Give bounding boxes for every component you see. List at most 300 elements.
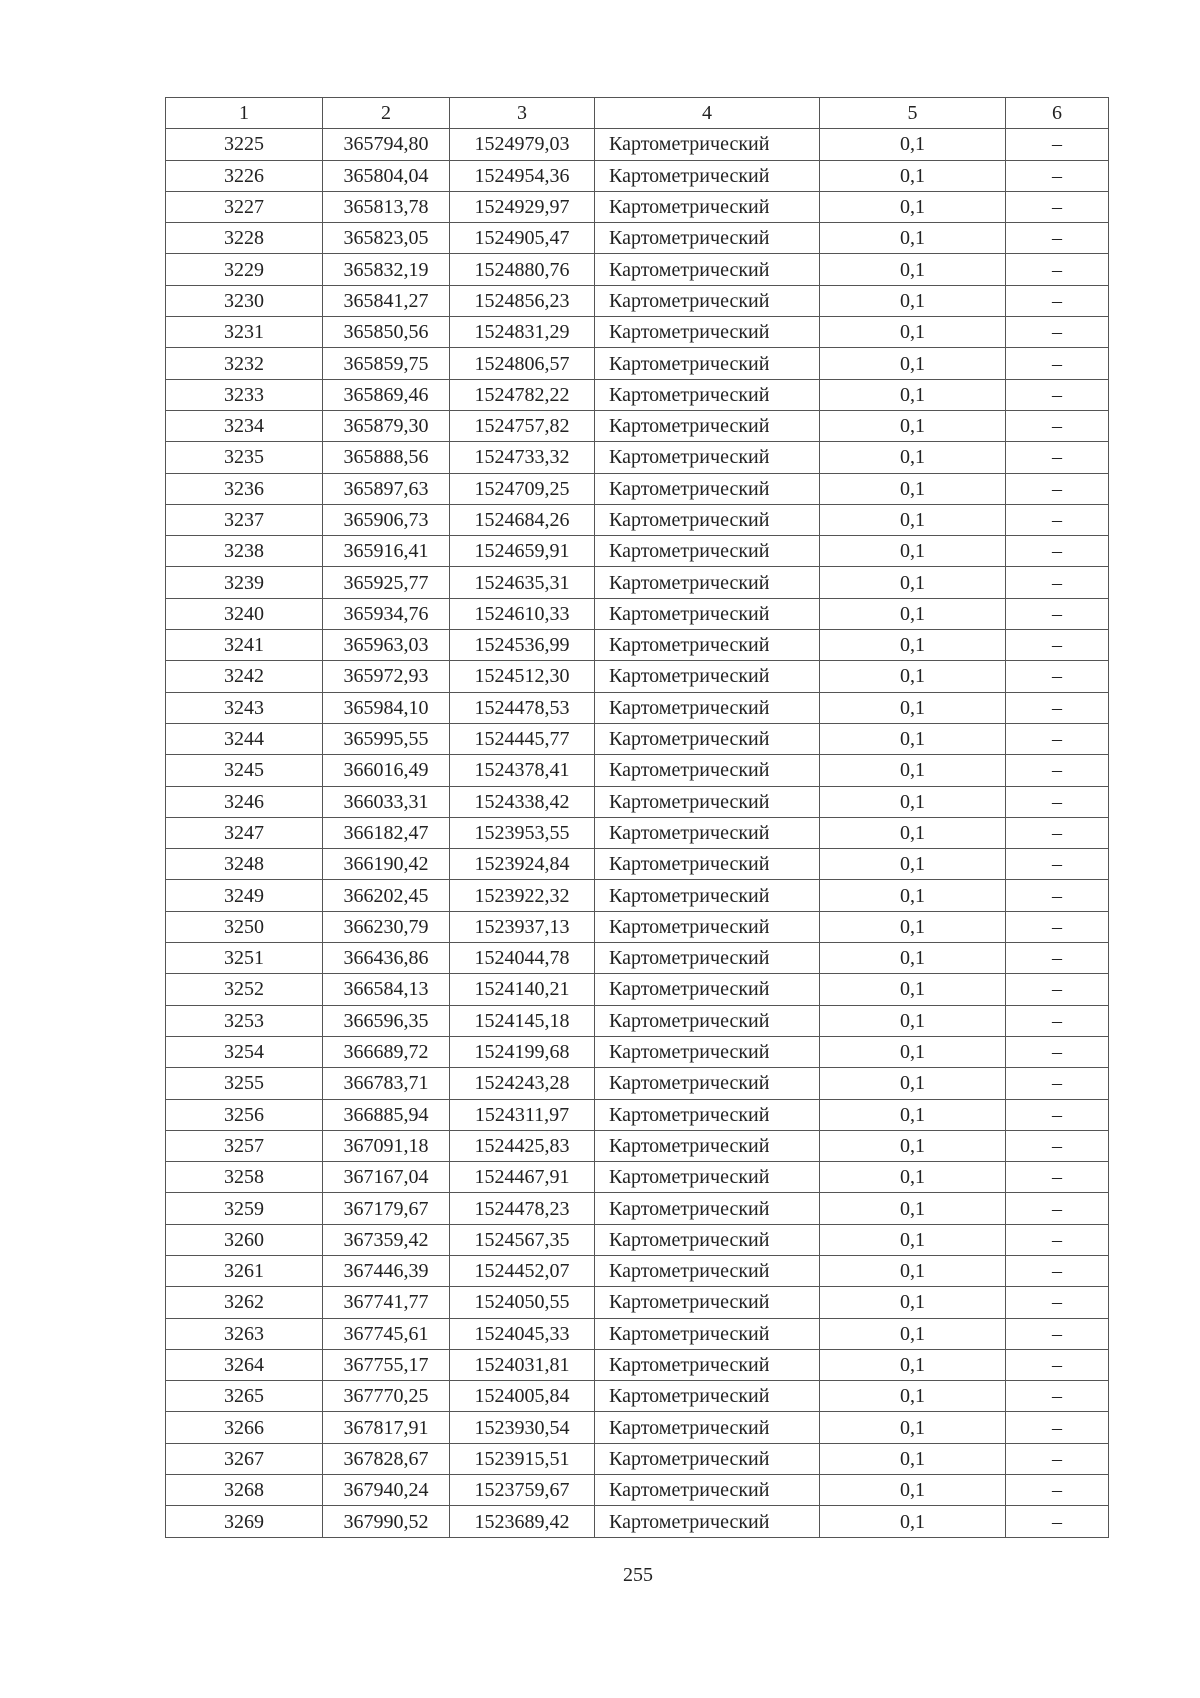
x-coordinate-cell: 366033,31: [323, 786, 450, 817]
point-number-cell: 3248: [166, 849, 323, 880]
table-row: [166, 1506, 1109, 1537]
point-number-cell: 3241: [166, 630, 323, 661]
note-cell: –: [1006, 598, 1109, 629]
method-cell: Картометрический: [595, 410, 820, 441]
method-cell: Картометрический: [595, 191, 820, 222]
accuracy-cell: 0,1: [820, 536, 1006, 567]
table-body: [166, 129, 1109, 1537]
table-row: [166, 129, 1109, 160]
method-cell: Картометрический: [595, 473, 820, 504]
note-cell: –: [1006, 1475, 1109, 1506]
y-coordinate-cell: 1524806,57: [450, 348, 595, 379]
point-number-cell: 3259: [166, 1193, 323, 1224]
accuracy-cell: 0,1: [820, 849, 1006, 880]
y-coordinate-cell: 1524199,68: [450, 1036, 595, 1067]
method-cell: Картометрический: [595, 786, 820, 817]
note-cell: –: [1006, 1443, 1109, 1474]
note-cell: –: [1006, 1068, 1109, 1099]
table-row: [166, 755, 1109, 786]
table-row: [166, 379, 1109, 410]
table-row: [166, 817, 1109, 848]
x-coordinate-cell: 365804,04: [323, 160, 450, 191]
point-number-cell: 3260: [166, 1224, 323, 1255]
note-cell: –: [1006, 1349, 1109, 1380]
note-cell: –: [1006, 723, 1109, 754]
accuracy-cell: 0,1: [820, 160, 1006, 191]
note-cell: –: [1006, 1162, 1109, 1193]
accuracy-cell: 0,1: [820, 1224, 1006, 1255]
y-coordinate-cell: 1524757,82: [450, 410, 595, 441]
point-number-cell: 3245: [166, 755, 323, 786]
point-number-cell: 3244: [166, 723, 323, 754]
y-coordinate-cell: 1523937,13: [450, 911, 595, 942]
table-header-row: [166, 98, 1109, 129]
note-cell: –: [1006, 129, 1109, 160]
x-coordinate-cell: 365995,55: [323, 723, 450, 754]
point-number-cell: 3226: [166, 160, 323, 191]
point-number-cell: 3235: [166, 442, 323, 473]
note-cell: –: [1006, 1255, 1109, 1286]
method-cell: Картометрический: [595, 1318, 820, 1349]
note-cell: –: [1006, 974, 1109, 1005]
coordinates-table: [165, 97, 1109, 1538]
note-cell: –: [1006, 911, 1109, 942]
accuracy-cell: 0,1: [820, 1068, 1006, 1099]
y-coordinate-cell: 1524610,33: [450, 598, 595, 629]
accuracy-cell: 0,1: [820, 817, 1006, 848]
method-cell: Картометрический: [595, 911, 820, 942]
y-coordinate-cell: 1524005,84: [450, 1381, 595, 1412]
table-row: [166, 1036, 1109, 1067]
column-header: 2: [323, 98, 450, 129]
accuracy-cell: 0,1: [820, 567, 1006, 598]
note-cell: –: [1006, 692, 1109, 723]
accuracy-cell: 0,1: [820, 191, 1006, 222]
table-row: [166, 1287, 1109, 1318]
x-coordinate-cell: 367817,91: [323, 1412, 450, 1443]
note-cell: –: [1006, 630, 1109, 661]
accuracy-cell: 0,1: [820, 254, 1006, 285]
note-cell: –: [1006, 191, 1109, 222]
note-cell: –: [1006, 567, 1109, 598]
accuracy-cell: 0,1: [820, 473, 1006, 504]
method-cell: Картометрический: [595, 504, 820, 535]
accuracy-cell: 0,1: [820, 692, 1006, 723]
x-coordinate-cell: 365859,75: [323, 348, 450, 379]
point-number-cell: 3256: [166, 1099, 323, 1130]
table-row: [166, 786, 1109, 817]
method-cell: Картометрический: [595, 254, 820, 285]
table-row: [166, 1068, 1109, 1099]
x-coordinate-cell: 366783,71: [323, 1068, 450, 1099]
y-coordinate-cell: 1524243,28: [450, 1068, 595, 1099]
point-number-cell: 3230: [166, 285, 323, 316]
note-cell: –: [1006, 442, 1109, 473]
y-coordinate-cell: 1524378,41: [450, 755, 595, 786]
method-cell: Картометрический: [595, 598, 820, 629]
y-coordinate-cell: 1524478,23: [450, 1193, 595, 1224]
point-number-cell: 3265: [166, 1381, 323, 1412]
point-number-cell: 3236: [166, 473, 323, 504]
table-row: [166, 1381, 1109, 1412]
table-row: [166, 348, 1109, 379]
accuracy-cell: 0,1: [820, 1287, 1006, 1318]
method-cell: Картометрический: [595, 348, 820, 379]
point-number-cell: 3225: [166, 129, 323, 160]
x-coordinate-cell: 366584,13: [323, 974, 450, 1005]
table-row: [166, 1475, 1109, 1506]
note-cell: –: [1006, 755, 1109, 786]
x-coordinate-cell: 366202,45: [323, 880, 450, 911]
point-number-cell: 3263: [166, 1318, 323, 1349]
point-number-cell: 3238: [166, 536, 323, 567]
y-coordinate-cell: 1524338,42: [450, 786, 595, 817]
x-coordinate-cell: 365916,41: [323, 536, 450, 567]
method-cell: Картометрический: [595, 317, 820, 348]
table-row: [166, 317, 1109, 348]
method-cell: Картометрический: [595, 1005, 820, 1036]
table-row: [166, 1162, 1109, 1193]
y-coordinate-cell: 1524880,76: [450, 254, 595, 285]
point-number-cell: 3231: [166, 317, 323, 348]
accuracy-cell: 0,1: [820, 129, 1006, 160]
method-cell: Картометрический: [595, 129, 820, 160]
y-coordinate-cell: 1524425,83: [450, 1130, 595, 1161]
table-row: [166, 1349, 1109, 1380]
method-cell: Картометрический: [595, 661, 820, 692]
y-coordinate-cell: 1524044,78: [450, 943, 595, 974]
accuracy-cell: 0,1: [820, 317, 1006, 348]
x-coordinate-cell: 367745,61: [323, 1318, 450, 1349]
accuracy-cell: 0,1: [820, 1349, 1006, 1380]
x-coordinate-cell: 366190,42: [323, 849, 450, 880]
note-cell: –: [1006, 254, 1109, 285]
column-header: 6: [1006, 98, 1109, 129]
note-cell: –: [1006, 536, 1109, 567]
method-cell: Картометрический: [595, 943, 820, 974]
method-cell: Картометрический: [595, 567, 820, 598]
x-coordinate-cell: 366596,35: [323, 1005, 450, 1036]
method-cell: Картометрический: [595, 1255, 820, 1286]
note-cell: –: [1006, 223, 1109, 254]
table-row: [166, 974, 1109, 1005]
method-cell: Картометрический: [595, 1443, 820, 1474]
y-coordinate-cell: 1524905,47: [450, 223, 595, 254]
y-coordinate-cell: 1524954,36: [450, 160, 595, 191]
x-coordinate-cell: 365984,10: [323, 692, 450, 723]
note-cell: –: [1006, 410, 1109, 441]
note-cell: –: [1006, 317, 1109, 348]
accuracy-cell: 0,1: [820, 1506, 1006, 1537]
table-row: [166, 1224, 1109, 1255]
accuracy-cell: 0,1: [820, 1412, 1006, 1443]
accuracy-cell: 0,1: [820, 943, 1006, 974]
accuracy-cell: 0,1: [820, 755, 1006, 786]
accuracy-cell: 0,1: [820, 1381, 1006, 1412]
accuracy-cell: 0,1: [820, 911, 1006, 942]
x-coordinate-cell: 367755,17: [323, 1349, 450, 1380]
table-row: [166, 661, 1109, 692]
y-coordinate-cell: 1524452,07: [450, 1255, 595, 1286]
note-cell: –: [1006, 817, 1109, 848]
page-number: 255: [623, 1564, 653, 1586]
accuracy-cell: 0,1: [820, 1162, 1006, 1193]
y-coordinate-cell: 1524045,33: [450, 1318, 595, 1349]
accuracy-cell: 0,1: [820, 504, 1006, 535]
note-cell: –: [1006, 379, 1109, 410]
table-row: [166, 911, 1109, 942]
note-cell: –: [1006, 348, 1109, 379]
x-coordinate-cell: 367741,77: [323, 1287, 450, 1318]
y-coordinate-cell: 1524050,55: [450, 1287, 595, 1318]
note-cell: –: [1006, 473, 1109, 504]
y-coordinate-cell: 1524467,91: [450, 1162, 595, 1193]
point-number-cell: 3249: [166, 880, 323, 911]
point-number-cell: 3237: [166, 504, 323, 535]
y-coordinate-cell: 1524684,26: [450, 504, 595, 535]
table-row: [166, 1443, 1109, 1474]
point-number-cell: 3257: [166, 1130, 323, 1161]
y-coordinate-cell: 1524782,22: [450, 379, 595, 410]
point-number-cell: 3264: [166, 1349, 323, 1380]
method-cell: Картометрический: [595, 1130, 820, 1161]
note-cell: –: [1006, 1130, 1109, 1161]
accuracy-cell: 0,1: [820, 974, 1006, 1005]
x-coordinate-cell: 365925,77: [323, 567, 450, 598]
point-number-cell: 3239: [166, 567, 323, 598]
point-number-cell: 3233: [166, 379, 323, 410]
point-number-cell: 3251: [166, 943, 323, 974]
point-number-cell: 3232: [166, 348, 323, 379]
y-coordinate-cell: 1523924,84: [450, 849, 595, 880]
method-cell: Картометрический: [595, 723, 820, 754]
table-row: [166, 1099, 1109, 1130]
point-number-cell: 3229: [166, 254, 323, 285]
accuracy-cell: 0,1: [820, 1475, 1006, 1506]
method-cell: Картометрический: [595, 1193, 820, 1224]
method-cell: Картометрический: [595, 442, 820, 473]
y-coordinate-cell: 1524445,77: [450, 723, 595, 754]
method-cell: Картометрический: [595, 223, 820, 254]
accuracy-cell: 0,1: [820, 1318, 1006, 1349]
x-coordinate-cell: 367167,04: [323, 1162, 450, 1193]
accuracy-cell: 0,1: [820, 1443, 1006, 1474]
method-cell: Картометрический: [595, 630, 820, 661]
x-coordinate-cell: 366182,47: [323, 817, 450, 848]
note-cell: –: [1006, 849, 1109, 880]
point-number-cell: 3258: [166, 1162, 323, 1193]
note-cell: –: [1006, 1005, 1109, 1036]
x-coordinate-cell: 367091,18: [323, 1130, 450, 1161]
y-coordinate-cell: 1523915,51: [450, 1443, 595, 1474]
y-coordinate-cell: 1524929,97: [450, 191, 595, 222]
method-cell: Картометрический: [595, 1162, 820, 1193]
table-row: [166, 223, 1109, 254]
point-number-cell: 3246: [166, 786, 323, 817]
method-cell: Картометрический: [595, 880, 820, 911]
point-number-cell: 3262: [166, 1287, 323, 1318]
note-cell: –: [1006, 1099, 1109, 1130]
accuracy-cell: 0,1: [820, 442, 1006, 473]
accuracy-cell: 0,1: [820, 348, 1006, 379]
method-cell: Картометрический: [595, 974, 820, 1005]
note-cell: –: [1006, 786, 1109, 817]
table-row: [166, 1193, 1109, 1224]
x-coordinate-cell: 365934,76: [323, 598, 450, 629]
x-coordinate-cell: 365813,78: [323, 191, 450, 222]
accuracy-cell: 0,1: [820, 880, 1006, 911]
y-coordinate-cell: 1523930,54: [450, 1412, 595, 1443]
table-row: [166, 442, 1109, 473]
x-coordinate-cell: 365906,73: [323, 504, 450, 535]
note-cell: –: [1006, 1412, 1109, 1443]
column-header: 5: [820, 98, 1006, 129]
note-cell: –: [1006, 943, 1109, 974]
point-number-cell: 3240: [166, 598, 323, 629]
method-cell: Картометрический: [595, 1412, 820, 1443]
y-coordinate-cell: 1524856,23: [450, 285, 595, 316]
point-number-cell: 3269: [166, 1506, 323, 1537]
x-coordinate-cell: 365972,93: [323, 661, 450, 692]
x-coordinate-cell: 365963,03: [323, 630, 450, 661]
x-coordinate-cell: 365888,56: [323, 442, 450, 473]
table-row: [166, 473, 1109, 504]
table-row: [166, 598, 1109, 629]
method-cell: Картометрический: [595, 755, 820, 786]
x-coordinate-cell: 367940,24: [323, 1475, 450, 1506]
note-cell: –: [1006, 1381, 1109, 1412]
table-row: [166, 630, 1109, 661]
x-coordinate-cell: 367359,42: [323, 1224, 450, 1255]
note-cell: –: [1006, 1287, 1109, 1318]
method-cell: Картометрический: [595, 849, 820, 880]
x-coordinate-cell: 365832,19: [323, 254, 450, 285]
point-number-cell: 3250: [166, 911, 323, 942]
method-cell: Картометрический: [595, 160, 820, 191]
method-cell: Картометрический: [595, 1099, 820, 1130]
point-number-cell: 3234: [166, 410, 323, 441]
accuracy-cell: 0,1: [820, 223, 1006, 254]
x-coordinate-cell: 366436,86: [323, 943, 450, 974]
y-coordinate-cell: 1523689,42: [450, 1506, 595, 1537]
table-row: [166, 1412, 1109, 1443]
note-cell: –: [1006, 504, 1109, 535]
point-number-cell: 3243: [166, 692, 323, 723]
point-number-cell: 3227: [166, 191, 323, 222]
accuracy-cell: 0,1: [820, 1130, 1006, 1161]
x-coordinate-cell: 367446,39: [323, 1255, 450, 1286]
accuracy-cell: 0,1: [820, 723, 1006, 754]
y-coordinate-cell: 1524635,31: [450, 567, 595, 598]
y-coordinate-cell: 1524311,97: [450, 1099, 595, 1130]
point-number-cell: 3254: [166, 1036, 323, 1067]
y-coordinate-cell: 1524567,35: [450, 1224, 595, 1255]
note-cell: –: [1006, 1036, 1109, 1067]
table-row: [166, 1130, 1109, 1161]
point-number-cell: 3228: [166, 223, 323, 254]
method-cell: Картометрический: [595, 1036, 820, 1067]
x-coordinate-cell: 366016,49: [323, 755, 450, 786]
y-coordinate-cell: 1524979,03: [450, 129, 595, 160]
y-coordinate-cell: 1523759,67: [450, 1475, 595, 1506]
table-row: [166, 692, 1109, 723]
y-coordinate-cell: 1523922,32: [450, 880, 595, 911]
method-cell: Картометрический: [595, 1224, 820, 1255]
note-cell: –: [1006, 1224, 1109, 1255]
table-row: [166, 504, 1109, 535]
point-number-cell: 3253: [166, 1005, 323, 1036]
table-row: [166, 191, 1109, 222]
column-header: 1: [166, 98, 323, 129]
x-coordinate-cell: 365823,05: [323, 223, 450, 254]
y-coordinate-cell: 1524536,99: [450, 630, 595, 661]
table-row: [166, 1005, 1109, 1036]
point-number-cell: 3252: [166, 974, 323, 1005]
point-number-cell: 3266: [166, 1412, 323, 1443]
point-number-cell: 3267: [166, 1443, 323, 1474]
table-row: [166, 1318, 1109, 1349]
accuracy-cell: 0,1: [820, 598, 1006, 629]
point-number-cell: 3242: [166, 661, 323, 692]
y-coordinate-cell: 1524831,29: [450, 317, 595, 348]
x-coordinate-cell: 367179,67: [323, 1193, 450, 1224]
point-number-cell: 3255: [166, 1068, 323, 1099]
table-row: [166, 880, 1109, 911]
accuracy-cell: 0,1: [820, 1255, 1006, 1286]
x-coordinate-cell: 365794,80: [323, 129, 450, 160]
y-coordinate-cell: 1524659,91: [450, 536, 595, 567]
note-cell: –: [1006, 1506, 1109, 1537]
method-cell: Картометрический: [595, 692, 820, 723]
table-row: [166, 849, 1109, 880]
x-coordinate-cell: 365879,30: [323, 410, 450, 441]
method-cell: Картометрический: [595, 285, 820, 316]
note-cell: –: [1006, 160, 1109, 191]
method-cell: Картометрический: [595, 1287, 820, 1318]
method-cell: Картометрический: [595, 1349, 820, 1380]
x-coordinate-cell: 367828,67: [323, 1443, 450, 1474]
table-row: [166, 160, 1109, 191]
point-number-cell: 3261: [166, 1255, 323, 1286]
y-coordinate-cell: 1523953,55: [450, 817, 595, 848]
accuracy-cell: 0,1: [820, 630, 1006, 661]
point-number-cell: 3268: [166, 1475, 323, 1506]
x-coordinate-cell: 365869,46: [323, 379, 450, 410]
x-coordinate-cell: 366885,94: [323, 1099, 450, 1130]
y-coordinate-cell: 1524031,81: [450, 1349, 595, 1380]
column-header: 4: [595, 98, 820, 129]
method-cell: Картометрический: [595, 817, 820, 848]
method-cell: Картометрический: [595, 1068, 820, 1099]
x-coordinate-cell: 366689,72: [323, 1036, 450, 1067]
table-row: [166, 567, 1109, 598]
method-cell: Картометрический: [595, 1506, 820, 1537]
x-coordinate-cell: 365897,63: [323, 473, 450, 504]
method-cell: Картометрический: [595, 1381, 820, 1412]
table-row: [166, 723, 1109, 754]
y-coordinate-cell: 1524512,30: [450, 661, 595, 692]
y-coordinate-cell: 1524733,32: [450, 442, 595, 473]
table-row: [166, 943, 1109, 974]
method-cell: Картометрический: [595, 1475, 820, 1506]
x-coordinate-cell: 367990,52: [323, 1506, 450, 1537]
y-coordinate-cell: 1524140,21: [450, 974, 595, 1005]
x-coordinate-cell: 365841,27: [323, 285, 450, 316]
note-cell: –: [1006, 1318, 1109, 1349]
point-number-cell: 3247: [166, 817, 323, 848]
note-cell: –: [1006, 880, 1109, 911]
accuracy-cell: 0,1: [820, 1005, 1006, 1036]
